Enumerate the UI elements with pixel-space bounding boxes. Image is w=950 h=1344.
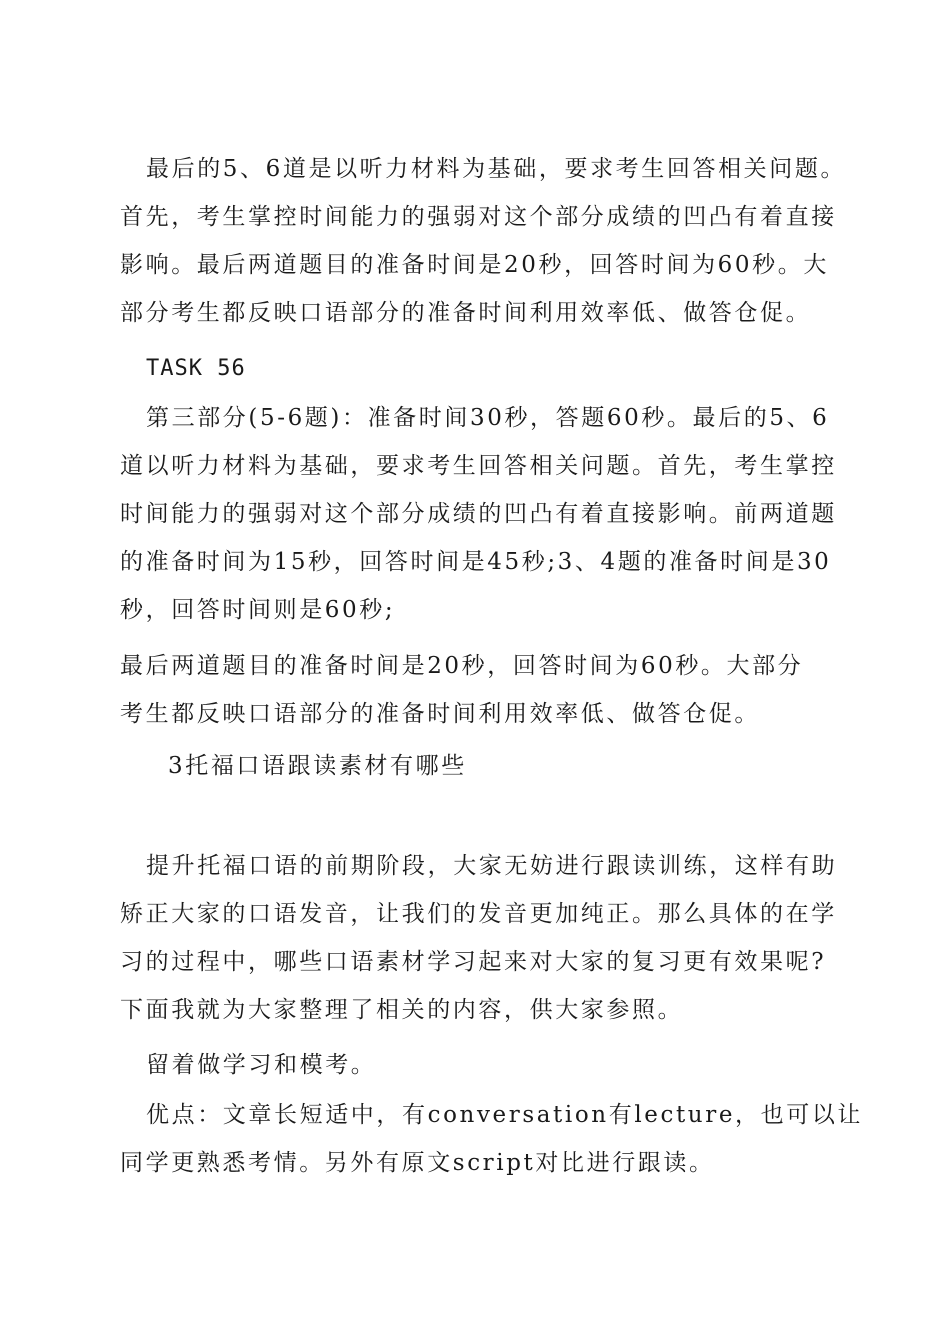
text-line: 秒，回答时间则是60秒; [120,597,396,623]
text-line: 最后的5、6道是以听力材料为基础，要求考生回答相关问题。 [146,156,847,182]
text-line: 第三部分(5-6题)：准备时间30秒，答题60秒。最后的5、6 [146,405,830,431]
paragraph-2 [120,394,840,634]
text-line: 矫正大家的口语发音，让我们的发音更加纯正。那么具体的在学 [120,901,837,927]
paragraph-4 [120,842,840,1034]
text-line: 影响。最后两道题目的准备时间是20秒，回答时间为60秒。大 [120,252,829,278]
paragraph-6 [120,1091,864,1187]
text-line: 考生都反映口语部分的准备时间利用效率低、做答仓促。 [120,701,760,727]
text-line: 部分考生都反映口语部分的准备时间利用效率低、做答仓促。 [120,300,812,326]
text-line: 时间能力的强弱对这个部分成绩的凹凸有着直接影响。前两道题 [120,501,837,527]
text-line: 同学更熟悉考情。另外有原文script对比进行跟读。 [120,1150,715,1176]
text-line: 首先，考生掌控时间能力的强弱对这个部分成绩的凹凸有着直接 [120,204,837,230]
paragraph-5 [120,1041,840,1089]
text-line: 的准备时间为15秒，回答时间是45秒;3、4题的准备时间是30 [120,549,832,575]
text-line: 提升托福口语的前期阶段，大家无妨进行跟读训练，这样有助 [146,853,838,879]
text-line: 道以听力材料为基础，要求考生回答相关问题。首先，考生掌控 [120,453,837,479]
text-line: 留着做学习和模考。 [146,1052,377,1078]
task-label: TASK 56 [146,356,246,381]
paragraph-1 [120,145,847,337]
text-line: 习的过程中，哪些口语素材学习起来对大家的复习更有效果呢? [120,949,827,975]
text-line: 优点：文章长短适中，有conversation有lecture，也可以让 [146,1102,864,1128]
paragraph-3 [120,642,840,738]
text-line: 下面我就为大家整理了相关的内容，供大家参照。 [120,997,684,1023]
text-line: 最后两道题目的准备时间是20秒，回答时间为60秒。大部分 [120,653,804,679]
section-heading: 3托福口语跟读素材有哪些 [168,753,467,779]
